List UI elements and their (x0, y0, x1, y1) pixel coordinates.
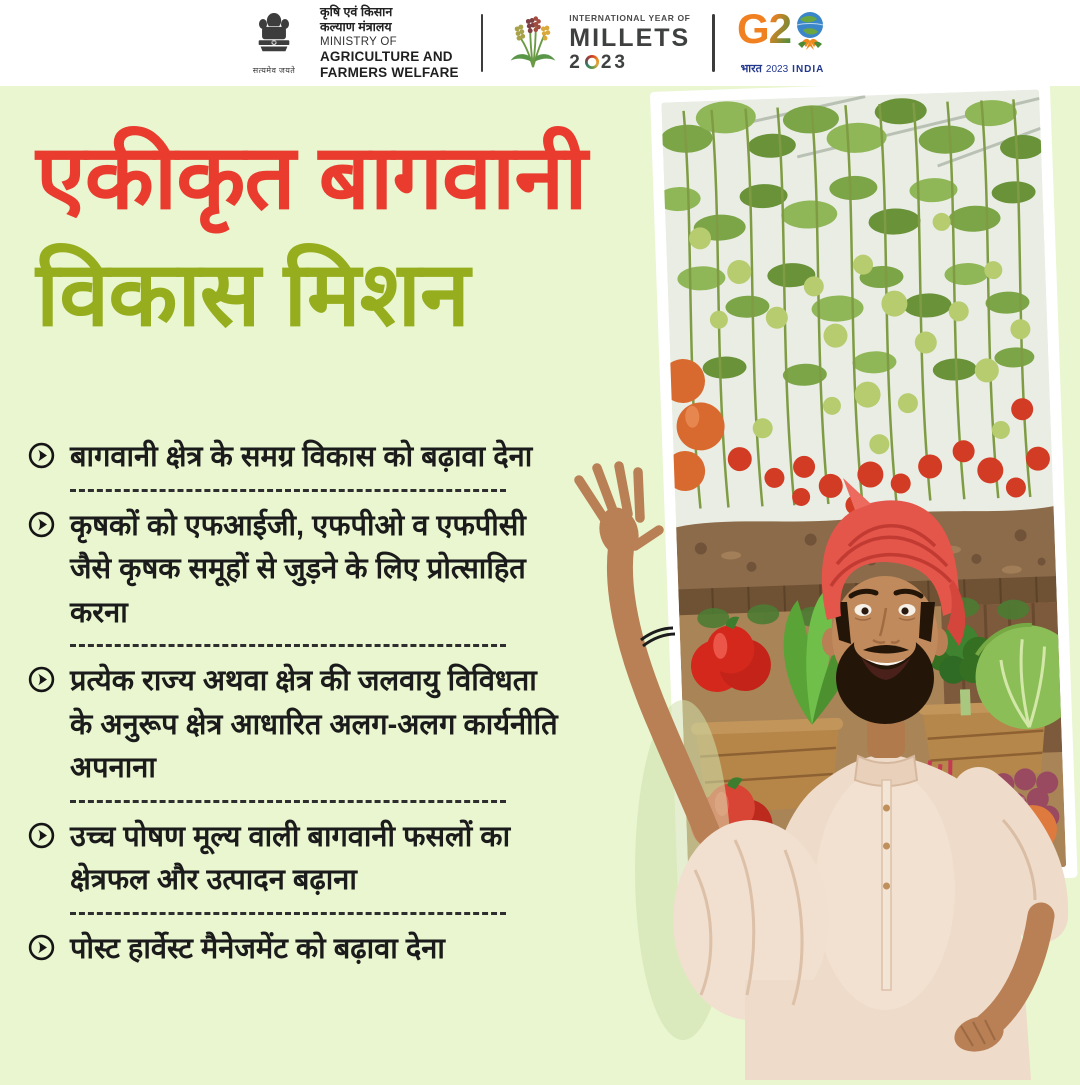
millets-year (569, 53, 690, 72)
farmer-shadow (635, 700, 731, 1040)
millets-wordmark: MILLETS (569, 23, 691, 52)
national-emblem-block (252, 11, 296, 76)
circled-arrow-right-icon (28, 666, 55, 791)
objective-text: उच्च पोषण मूल्य वाली बागवानी फसलों का क्षेत्रफल और उत्पादन बढ़ाना (70, 820, 511, 896)
ministry-name-line2: FARMERS WELFARE (319, 65, 459, 81)
farmer-beard (836, 632, 934, 724)
ministry-hindi-line2: कल्याण मंत्रालय (319, 19, 392, 34)
ministry-of-label: MINISTRY OF (319, 35, 397, 48)
hero-title (36, 120, 676, 354)
ministry-hindi-line1: कृषि एवं किसान (319, 5, 393, 20)
list-item (28, 928, 562, 972)
millets-year-post: 23 (600, 51, 628, 73)
thread-bracelet (641, 628, 675, 646)
millets-text-block (569, 14, 690, 72)
logo-cluster (252, 5, 828, 81)
farmer-eyebrows (851, 591, 921, 596)
farmer-head (822, 576, 948, 758)
objective-text: कृषकों को एफआईजी, एफपीओ व एफपीसी जैसे कृषक समूहों से जुड़ने के लिए प्रोत्साहित करना (70, 509, 526, 629)
list-item (28, 816, 562, 915)
tomatoes-orange (660, 358, 727, 492)
red-bell-pepper (689, 615, 772, 692)
objectives-list (28, 436, 562, 971)
raised-hand (593, 502, 645, 561)
list-item (28, 505, 562, 648)
header-divider (712, 14, 715, 72)
tomato (1008, 804, 1058, 854)
circled-arrow-right-icon (28, 442, 55, 480)
objective-text: पोस्ट हार्वेस्ट मैनेजमेंट को बढ़ावा देना (70, 932, 445, 965)
tomatoes-green (688, 210, 1034, 461)
india-national-emblem-icon (252, 11, 296, 64)
cabbage (974, 623, 1080, 731)
chard-stems (920, 760, 952, 805)
vegetables-display (682, 577, 1080, 865)
header-bar (0, 0, 1080, 86)
tomatoes-red (726, 397, 1052, 519)
ministry-text-block (320, 5, 459, 81)
kurta-collar (855, 756, 917, 990)
millets-kicker: INTERNATIONAL YEAR OF (569, 13, 691, 24)
grapes (970, 767, 1061, 854)
g20-wordmark-text: G2 (736, 5, 791, 52)
millets-year-pre: 2 (569, 51, 583, 73)
farmer-turban (822, 478, 965, 646)
objective-text: प्रत्येक राज्य अथवा क्षेत्र की जलवायु विविधता के अनुरूप क्षेत्र आधारित अलग-अलग कार्यनीति अपनाना (70, 665, 558, 784)
millets-logo-block (505, 12, 690, 75)
objective-text: बागवानी क्षेत्र के समग्र विकास को बढ़ावा देना (70, 441, 533, 473)
photo-frame (650, 80, 1080, 892)
millets-year-ring-icon (585, 55, 599, 69)
g20-wordmark (736, 5, 828, 59)
g20-globe-lotus-icon (791, 10, 828, 59)
dashed-separator (70, 644, 506, 647)
broccoli (926, 622, 997, 716)
wicker-basket (923, 705, 1049, 781)
farmer-raised-arm (579, 466, 707, 832)
farmer-kurta (753, 754, 1031, 1080)
farmer-mouth (861, 657, 911, 680)
g20-tagline-year: 2023 (765, 64, 789, 75)
greenhouse-sky (661, 89, 1056, 602)
list-item (28, 436, 562, 492)
g20-tagline (741, 61, 825, 76)
page-title-line1: एकीकृत बागवानी (36, 128, 587, 228)
circled-arrow-right-icon (28, 934, 55, 972)
g20-logo-block (736, 5, 828, 76)
header-divider (481, 14, 484, 72)
lettuce (782, 585, 869, 726)
page-title-line2: विकास मिशन (36, 245, 469, 345)
dashed-separator (70, 489, 506, 492)
dashed-separator (70, 800, 506, 803)
farmer-face (832, 576, 938, 696)
tomato-stems (683, 99, 1030, 508)
circled-arrow-right-icon (28, 822, 55, 903)
farmer-eyes (855, 604, 916, 620)
g20-tagline-country: INDIA (792, 64, 825, 75)
ministry-name-line1: AGRICULTURE AND (319, 49, 453, 65)
farmer-mustache (863, 645, 909, 654)
soil-band (676, 506, 1056, 593)
millets-spikes-icon (505, 12, 561, 75)
emblem-caption: सत्यमेव जयते (252, 65, 296, 75)
g20-tagline-hindi: भारत (740, 63, 762, 75)
circled-arrow-right-icon (28, 511, 55, 636)
hip-hand (950, 1011, 1007, 1057)
vegetable-stall-backdrop (678, 576, 1066, 880)
kurta-sleeve (673, 820, 835, 1080)
farmer-akimbo-arm (950, 794, 1041, 1057)
red-bell-pepper (689, 776, 774, 853)
tomato-foliage (653, 90, 1052, 390)
list-item (28, 660, 562, 803)
farmer (579, 466, 1041, 1080)
dashed-separator (70, 912, 506, 915)
farmer-nose (873, 608, 899, 643)
wicker-basket (695, 722, 842, 815)
